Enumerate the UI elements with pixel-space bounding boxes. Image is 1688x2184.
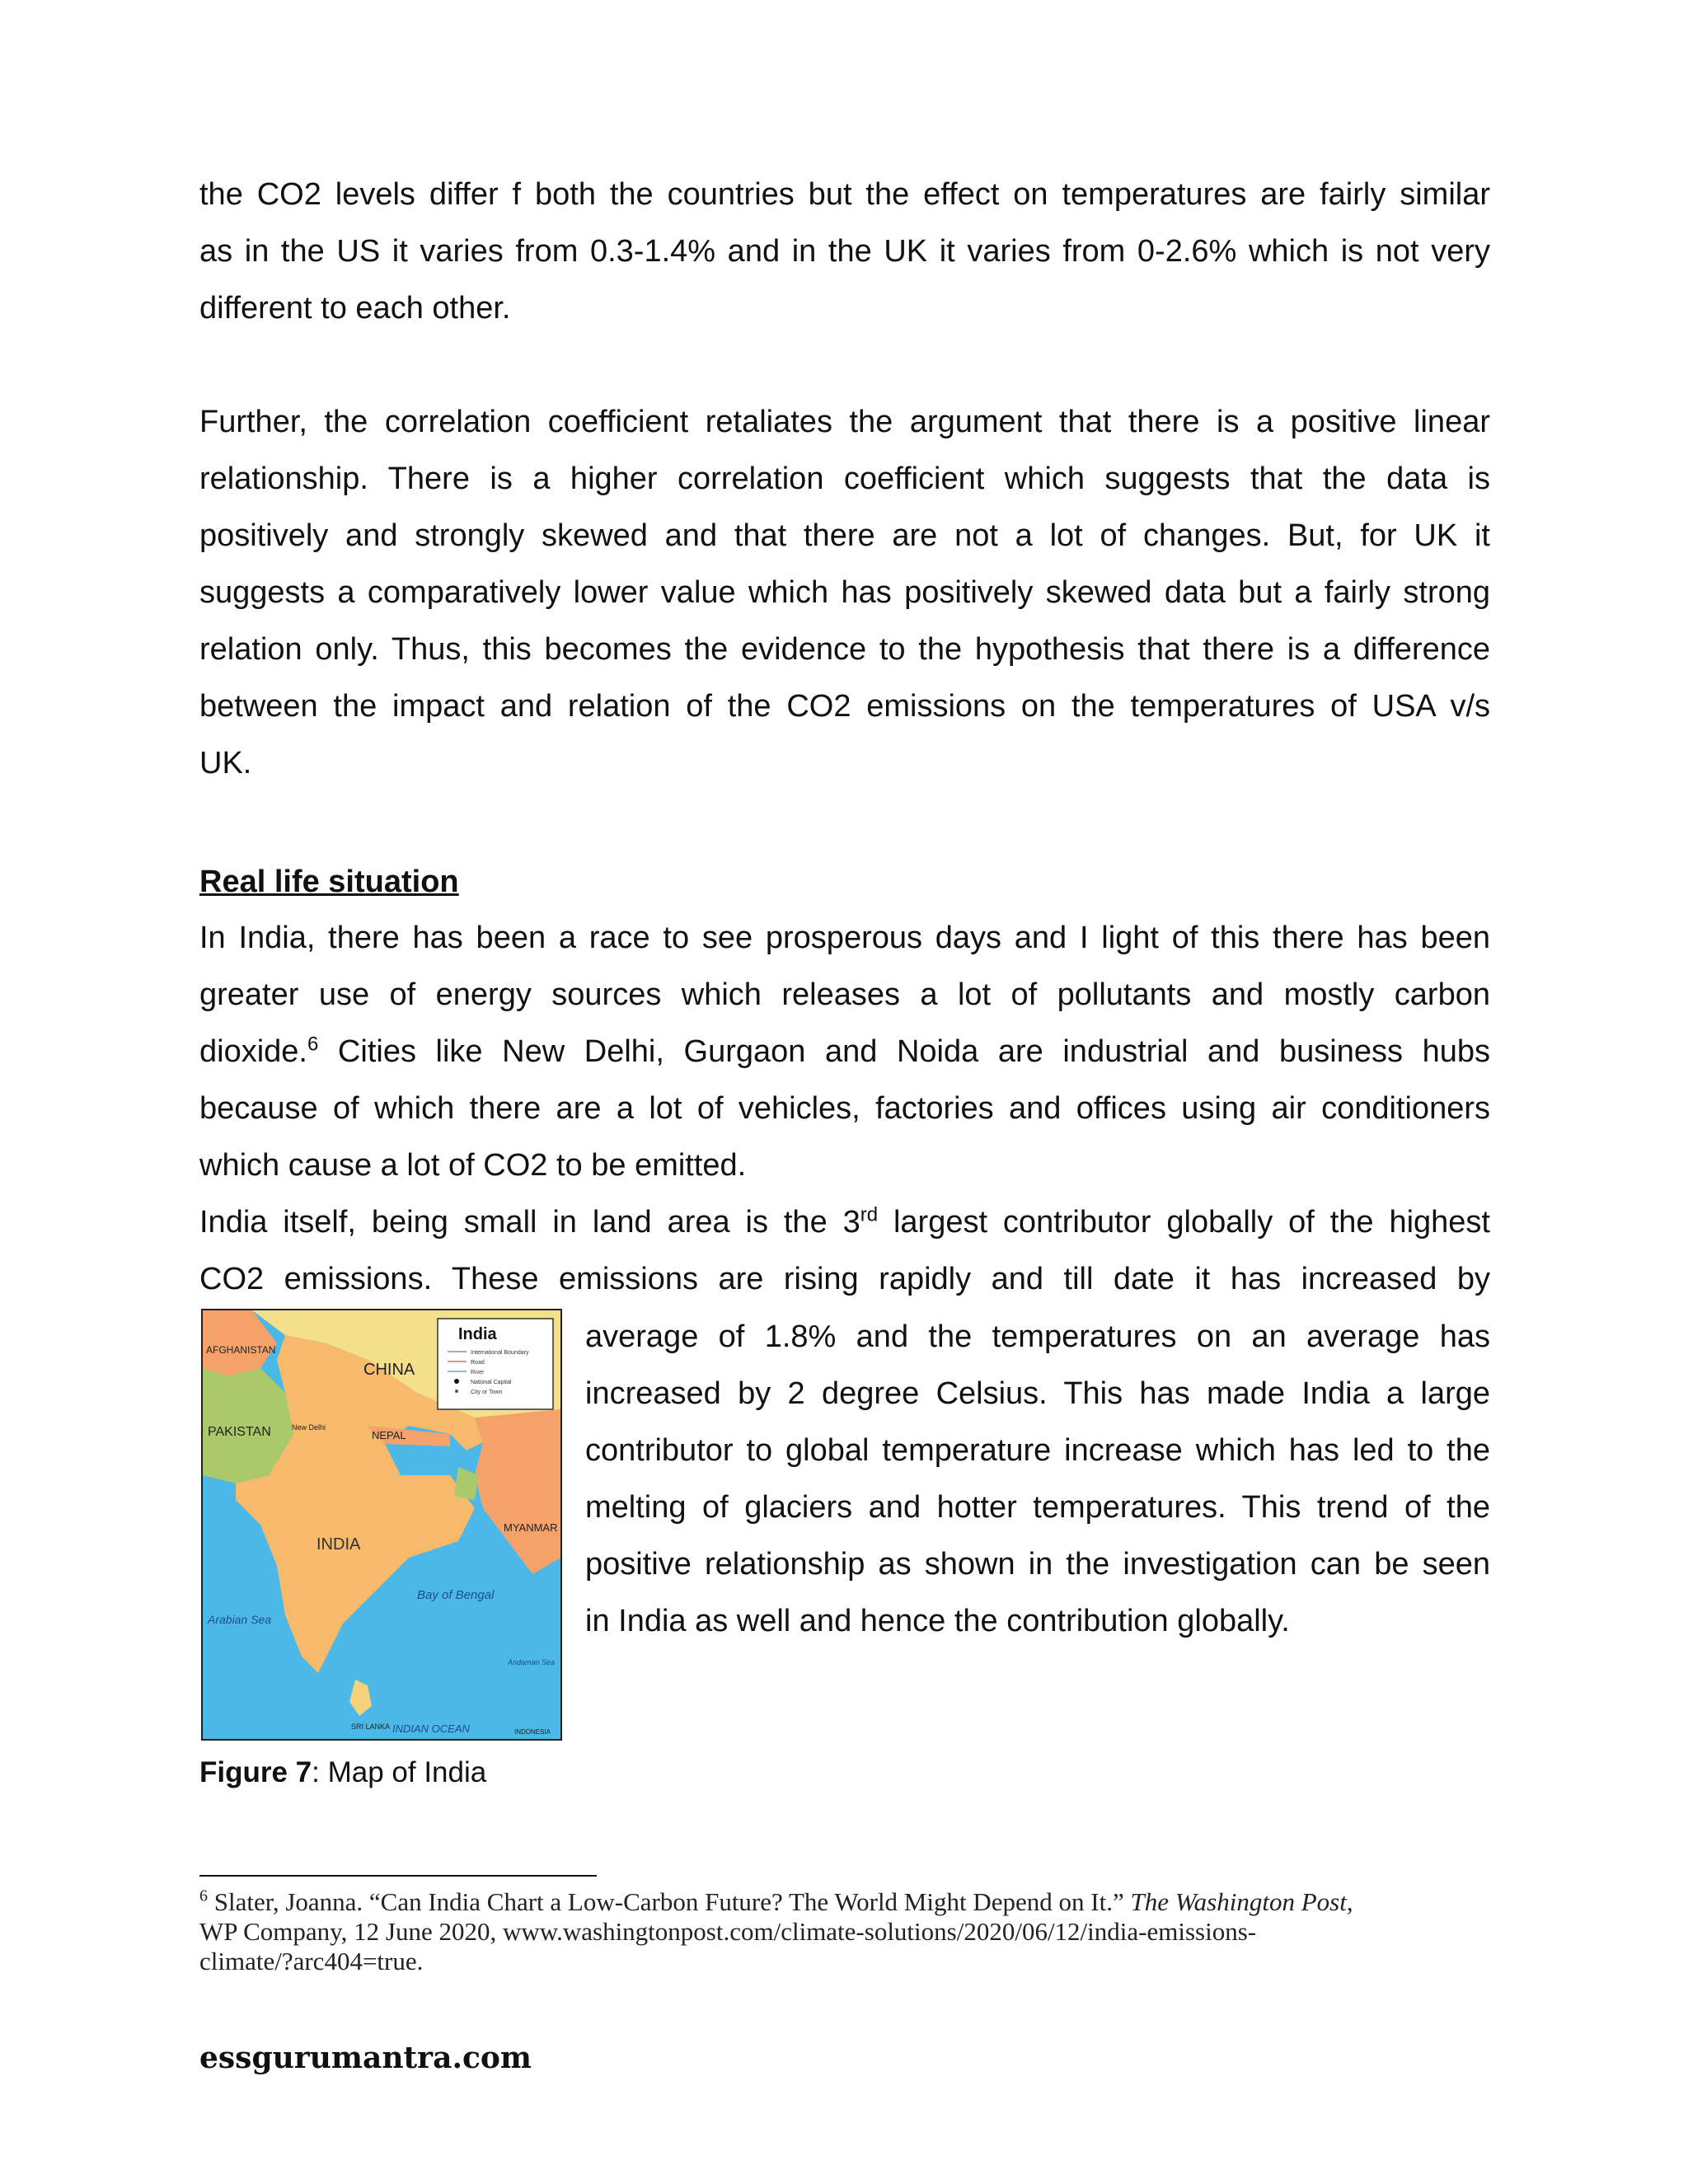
- text-span: Cities like New Delhi, Gurgaon and Noida are industrial and business hubs: [318, 1034, 1490, 1069]
- label-myanmar: MYANMAR: [504, 1521, 558, 1534]
- text-line: [199, 1024, 1490, 1080]
- text-span: India itself, being small in land area is the 3: [199, 1205, 860, 1240]
- paragraph-india: [199, 910, 1490, 1308]
- text-line: as in the US it varies from 0.3-1.4% and in the UK it varies from 0-2.6% which is not very: [199, 234, 1490, 269]
- text-span: largest contributor globally of the highest: [878, 1205, 1490, 1240]
- map-title: India: [458, 1325, 497, 1343]
- text-line: relationship. There is a higher correlation coefficient which suggests that the data is: [199, 462, 1490, 496]
- label-sri-lanka: SRI LANKA: [351, 1722, 391, 1731]
- text-line: average of 1.8% and the temperatures on an average has: [585, 1319, 1490, 1354]
- footnote-publication: The Washington Post: [1130, 1887, 1347, 1916]
- text-line: positively and strongly skewed and that there are not a lot of changes. But, for UK it: [199, 518, 1490, 553]
- footnote-reference: 6: [307, 1033, 319, 1056]
- label-pakistan: PAKISTAN: [208, 1425, 271, 1439]
- text-line: Further, the correlation coefficient retaliates the argument that there is a positive linear: [199, 405, 1490, 439]
- paragraph-correlation: [199, 394, 1490, 792]
- text-line: contributor to global temperature increase which has led to the: [585, 1433, 1490, 1468]
- paragraph-co2-comparison: [199, 166, 1490, 337]
- text-line: between the impact and relation of the CO2 emissions on the temperatures of USA v/s: [199, 689, 1490, 724]
- text-line: UK.: [199, 746, 252, 780]
- figure-label: Figure 7: [199, 1756, 312, 1788]
- text-line: suggests a comparatively lower value which has positively skewed data but a fairly strong: [199, 575, 1490, 610]
- footnote: [199, 1887, 1490, 1976]
- paragraph-india-wrapped: [585, 1309, 1490, 1650]
- india-map-svg: [203, 1310, 560, 1739]
- figure-caption-text: : Map of India: [312, 1756, 487, 1788]
- legend-item: City or Town: [471, 1390, 503, 1395]
- legend-item: River: [471, 1370, 485, 1376]
- text-line: in India as well and hence the contribution globally.: [585, 1604, 1290, 1638]
- superscript: rd: [860, 1203, 879, 1226]
- legend-item: Road: [471, 1360, 485, 1366]
- text-line: positive relationship as shown in the investigation can be seen: [585, 1547, 1490, 1582]
- label-indian-ocean: INDIAN OCEAN: [392, 1722, 470, 1735]
- footnote-number: 6: [199, 1886, 208, 1905]
- label-indonesia: INDONESIA: [514, 1728, 551, 1736]
- text-line: which cause a lot of CO2 to be emitted.: [199, 1148, 747, 1183]
- label-bay-of-bengal: Bay of Bengal: [417, 1588, 495, 1602]
- text-line: the CO2 levels differ f both the countries but the effect on temperatures are fairly similar: [199, 177, 1490, 212]
- text-line: greater use of energy sources which releases a lot of pollutants and mostly carbon: [199, 977, 1490, 1012]
- label-new-delhi: New Delhi: [292, 1423, 326, 1432]
- footnote-divider: [199, 1875, 597, 1877]
- legend-city-marker: [455, 1390, 458, 1393]
- label-andaman-sea: Andaman Sea: [508, 1658, 556, 1666]
- footnote-text: Slater, Joanna. “Can India Chart a Low-Carbon Future? The World Might Depend on It.”: [208, 1887, 1131, 1916]
- text-line: [199, 1194, 1490, 1251]
- text-line: In India, there has been a race to see prosperous days and I light of this there has been: [199, 921, 1490, 955]
- text-line: CO2 emissions. These emissions are rising rapidly and till date it has increased by: [199, 1262, 1490, 1296]
- text-line: increased by 2 degree Celsius. This has made India a large: [585, 1376, 1490, 1411]
- section-heading: Real life situation: [199, 865, 459, 899]
- label-arabian-sea: Arabian Sea: [208, 1613, 272, 1626]
- label-india: INDIA: [316, 1535, 361, 1554]
- footnote-line: WP Company, 12 June 2020, www.washingtonpost.com/climate-solutions/2020/06/12/india-emissions-: [199, 1917, 1257, 1946]
- legend-item: National Capital: [471, 1380, 512, 1385]
- label-nepal: NEPAL: [372, 1429, 406, 1441]
- text-line: because of which there are a lot of vehicles, factories and offices using air conditioners: [199, 1091, 1490, 1126]
- text-line: melting of glaciers and hotter temperatures. This trend of the: [585, 1490, 1490, 1525]
- footnote-text: ,: [1346, 1887, 1353, 1916]
- figure-caption: [199, 1752, 486, 1793]
- site-brand: essgurumantra.com: [199, 2041, 532, 2075]
- legend-capital-marker: [454, 1379, 459, 1384]
- footnote-line: [199, 1887, 1490, 1917]
- footnote-line: climate/?arc404=true.: [199, 1947, 424, 1975]
- text-span: dioxide.: [199, 1034, 307, 1069]
- india-map-figure: [201, 1309, 562, 1741]
- text-line: relation only. Thus, this becomes the evidence to the hypothesis that there is a difference: [199, 632, 1490, 667]
- label-afghanistan: AFGHANISTAN: [206, 1344, 276, 1356]
- legend-item: International Boundary: [471, 1350, 529, 1356]
- text-line: different to each other.: [199, 291, 511, 326]
- label-china: CHINA: [363, 1361, 415, 1379]
